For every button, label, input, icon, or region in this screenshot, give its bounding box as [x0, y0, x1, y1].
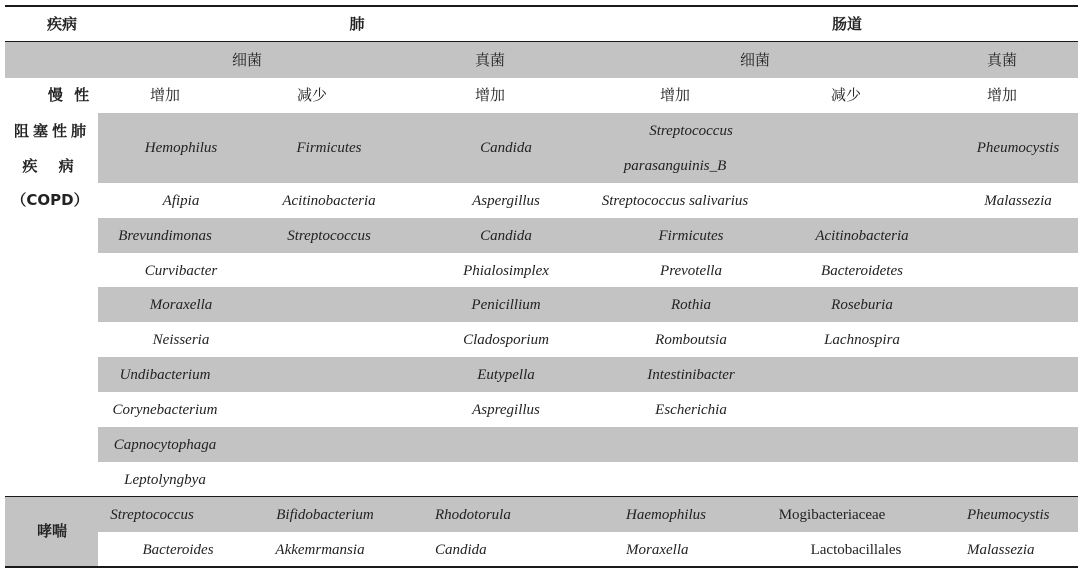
copd-lung-fungi-inc-2: Candida: [480, 228, 532, 244]
asthma-lung-fungi-inc-1: Candida: [435, 542, 487, 558]
copd-lung-bact-inc-7: Corynebacterium: [112, 402, 218, 418]
copd-lung-bact-dec-1: Acitinobacteria: [282, 193, 376, 209]
copd-label-line2: 阻塞性肺: [13, 122, 91, 140]
header-lung: 肺: [349, 15, 365, 33]
copd-gut-fungi-inc-1: Malassezia: [984, 193, 1052, 209]
direction-gut-bact-increase: 增加: [659, 86, 691, 104]
copd-lung-bact-inc-4: Moraxella: [149, 297, 213, 313]
copd-lung-bact-dec-0: Firmicutes: [296, 140, 362, 156]
copd-lung-fungi-inc-5: Cladosporium: [463, 332, 549, 348]
copd-label-line3: 疾 病: [22, 157, 82, 175]
direction-lung-bact-decrease: 减少: [296, 86, 328, 104]
copd-lung-bact-inc-1: Afipia: [162, 193, 200, 209]
asthma-gut-bact-inc-0: Haemophilus: [626, 507, 706, 523]
header-gut: 肠道: [831, 15, 863, 33]
copd-lung-bact-inc-0: Hemophilus: [144, 140, 218, 156]
subheader-lung-fungi: 真菌: [474, 51, 506, 69]
asthma-gut-bact-dec-1: Lactobacillales: [810, 542, 902, 558]
asthma-lung-bact-dec-0: Bifidobacterium: [276, 507, 374, 523]
copd-lung-bact-inc-9: Leptolyngbya: [124, 472, 206, 488]
direction-lung-bact-increase: 增加: [149, 86, 181, 104]
asthma-label: 哮喘: [36, 522, 68, 540]
copd-gut-bact-inc-5: Intestinibacter: [647, 367, 735, 383]
subheader-lung-bacteria: 细菌: [231, 51, 263, 69]
asthma-gut-fungi-inc-1: Malassezia: [967, 542, 1035, 558]
subheader-gut-fungi: 真菌: [986, 51, 1018, 69]
copd-gut-bact-dec-1: Bacteroidetes: [821, 263, 903, 279]
copd-gut-bact-dec-2: Roseburia: [831, 297, 893, 313]
copd-label-line4: （COPD）: [11, 191, 89, 209]
copd-gut-bact-inc-first-line1: Streptococcus: [649, 123, 733, 139]
asthma-lung-bact-inc-0: Streptococcus: [110, 507, 194, 523]
subheader-gut-bacteria: 细菌: [739, 51, 771, 69]
copd-lung-fungi-inc-7: Aspregillus: [472, 402, 540, 418]
bottom-rule: [5, 566, 1078, 568]
copd-lung-bact-inc-6: Undibacterium: [119, 367, 211, 383]
asthma-band-1: [98, 497, 1078, 532]
copd-gut-bact-inc-first-line2: parasanguinis_B: [623, 158, 727, 174]
copd-gut-bact-inc-3: Rothia: [671, 297, 711, 313]
copd-lung-fungi-inc-0: Candida: [480, 140, 532, 156]
direction-gut-fungi-increase: 增加: [986, 86, 1018, 104]
copd-gut-bact-dec-0: Acitinobacteria: [815, 228, 909, 244]
copd-lung-fungi-inc-1: Aspergillus: [472, 193, 540, 209]
copd-label-line1: 慢 性: [47, 86, 93, 104]
direction-lung-fungi-increase: 增加: [474, 86, 506, 104]
asthma-gut-fungi-inc-0: Pheumocystis: [967, 507, 1050, 523]
copd-lung-bact-inc-8: Capnocytophaga: [113, 437, 217, 453]
copd-band-3: [98, 287, 1078, 322]
copd-band-5: [98, 427, 1078, 462]
asthma-gut-bact-dec-0: Mogibacteriaceae: [778, 507, 886, 523]
copd-band-2: [98, 218, 1078, 253]
copd-gut-bact-inc-0: Streptococcus salivarius: [601, 193, 749, 209]
copd-lung-bact-inc-5: Neisseria: [152, 332, 210, 348]
asthma-gut-bact-inc-1: Moraxella: [626, 542, 689, 558]
asthma-lung-bact-dec-1: Akkemrmansia: [275, 542, 365, 558]
copd-lung-fungi-inc-4: Penicillium: [471, 297, 541, 313]
copd-gut-bact-dec-3: Lachnospira: [824, 332, 900, 348]
asthma-lung-bact-inc-1: Bacteroides: [142, 542, 214, 558]
copd-lung-bact-inc-2: Brevundimonas: [118, 228, 212, 244]
copd-gut-bact-inc-1: Firmicutes: [658, 228, 724, 244]
copd-band-1: [98, 113, 1078, 183]
top-rule: [5, 5, 1078, 7]
copd-lung-bact-inc-3: Curvibacter: [144, 263, 218, 279]
subheader-band: [5, 42, 1078, 78]
copd-gut-bact-inc-2: Prevotella: [660, 263, 722, 279]
copd-gut-bact-inc-6: Escherichia: [655, 402, 727, 418]
asthma-lung-fungi-inc-0: Rhodotorula: [435, 507, 511, 523]
direction-gut-bact-decrease: 减少: [830, 86, 862, 104]
copd-lung-fungi-inc-6: Eutypella: [477, 367, 535, 383]
header-disease: 疾病: [46, 15, 78, 33]
copd-band-4: [98, 357, 1078, 392]
copd-lung-fungi-inc-3: Phialosimplex: [463, 263, 549, 279]
copd-gut-fungi-inc-0: Pheumocystis: [976, 140, 1060, 156]
copd-lung-bact-dec-2: Streptococcus: [287, 228, 371, 244]
copd-gut-bact-inc-4: Romboutsia: [655, 332, 727, 348]
